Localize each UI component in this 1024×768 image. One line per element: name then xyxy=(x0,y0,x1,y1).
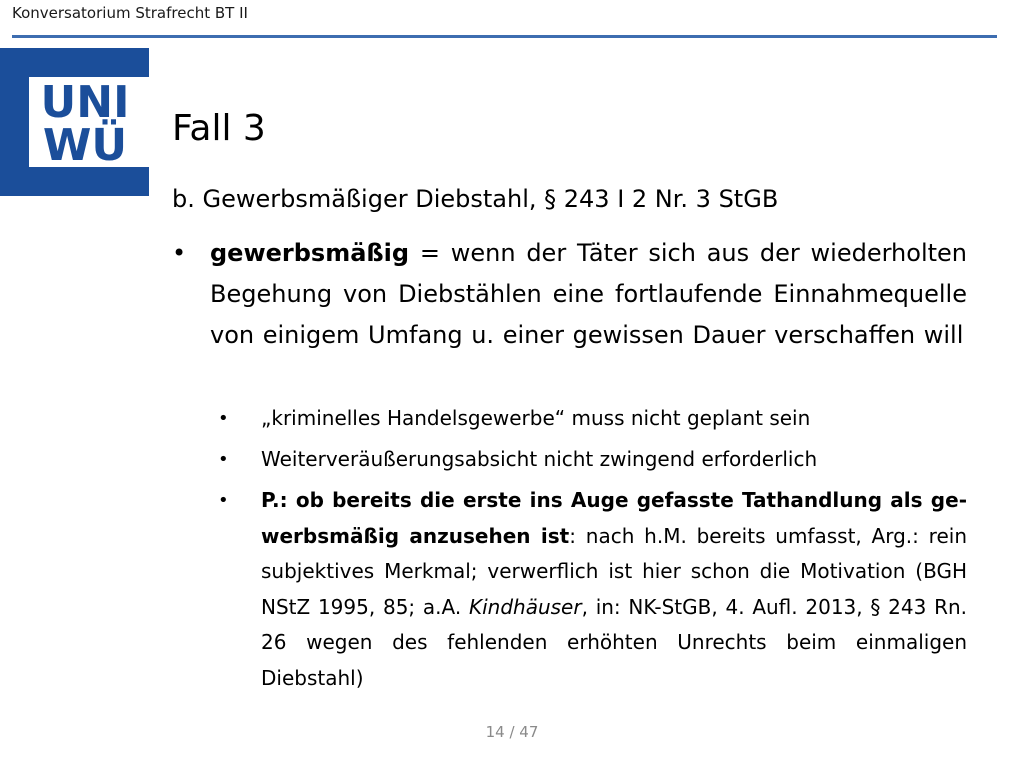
logo-text-line1: UNI xyxy=(40,77,130,128)
university-logo xyxy=(0,48,149,196)
sub-bullet-rest: : nach h.M. bereits umfasst, Arg.: rein subjektives Merkmal; verwerflich ist hier schon die Motivation (BGH NStZ 1995, 85; a.A. xyxy=(261,523,968,619)
sub-bullet-text: „kriminelles Handelsgewerbe“ muss nicht geplant sein xyxy=(261,406,811,430)
sub-bullet xyxy=(218,483,967,696)
main-bullet-text xyxy=(210,233,967,356)
sub-bullet-italic-author: Kindhäuser xyxy=(468,594,582,619)
slide-subheading: b. Gewerbsmäßiger Diebstahl, § 243 I 2 Nr. 3 StGB xyxy=(172,185,779,213)
sub-bullet xyxy=(218,442,967,478)
slide-title: Fall 3 xyxy=(172,108,266,149)
header-divider-line xyxy=(12,35,997,38)
sub-bullet-bold: P.: ob bereits die erste ins Auge gefasste Tathandlung als gewerbsmäßig anzusehen ist xyxy=(261,488,967,548)
header-title: Konversatorium Strafrecht BT II xyxy=(12,4,248,22)
bullet-icon: • xyxy=(218,490,229,511)
main-bullet xyxy=(172,233,967,356)
header-divider xyxy=(12,35,997,38)
bullet-icon: • xyxy=(172,239,187,267)
bullet-icon: • xyxy=(218,408,229,429)
sub-bullet-text xyxy=(261,483,967,696)
sub-bullet-text: Weiterveräußerungsabsicht nicht zwingend erforderlich xyxy=(261,447,818,471)
page-number: 14 / 47 xyxy=(485,723,539,741)
main-bullet-term: gewerbsmäßig xyxy=(210,239,410,267)
sub-bullet xyxy=(218,401,967,437)
logo-text-line2: WÜ xyxy=(42,120,128,171)
sub-bullet-rest-end: , in: NK-StGB, 4. Aufl. 2013, § 243 Rn. 26 wegen des fehlenden erhöhten Unrechts beim einmaligen Diebstahl) xyxy=(261,594,968,690)
bullet-icon: • xyxy=(218,449,229,470)
main-bullet-definition: = wenn der Täter sich aus der wiederholten Begehung von Diebstählen eine fortlaufende Einnahmequelle von einigem Umfang u. einer gewissen Dauer verschaffen will xyxy=(210,239,967,349)
